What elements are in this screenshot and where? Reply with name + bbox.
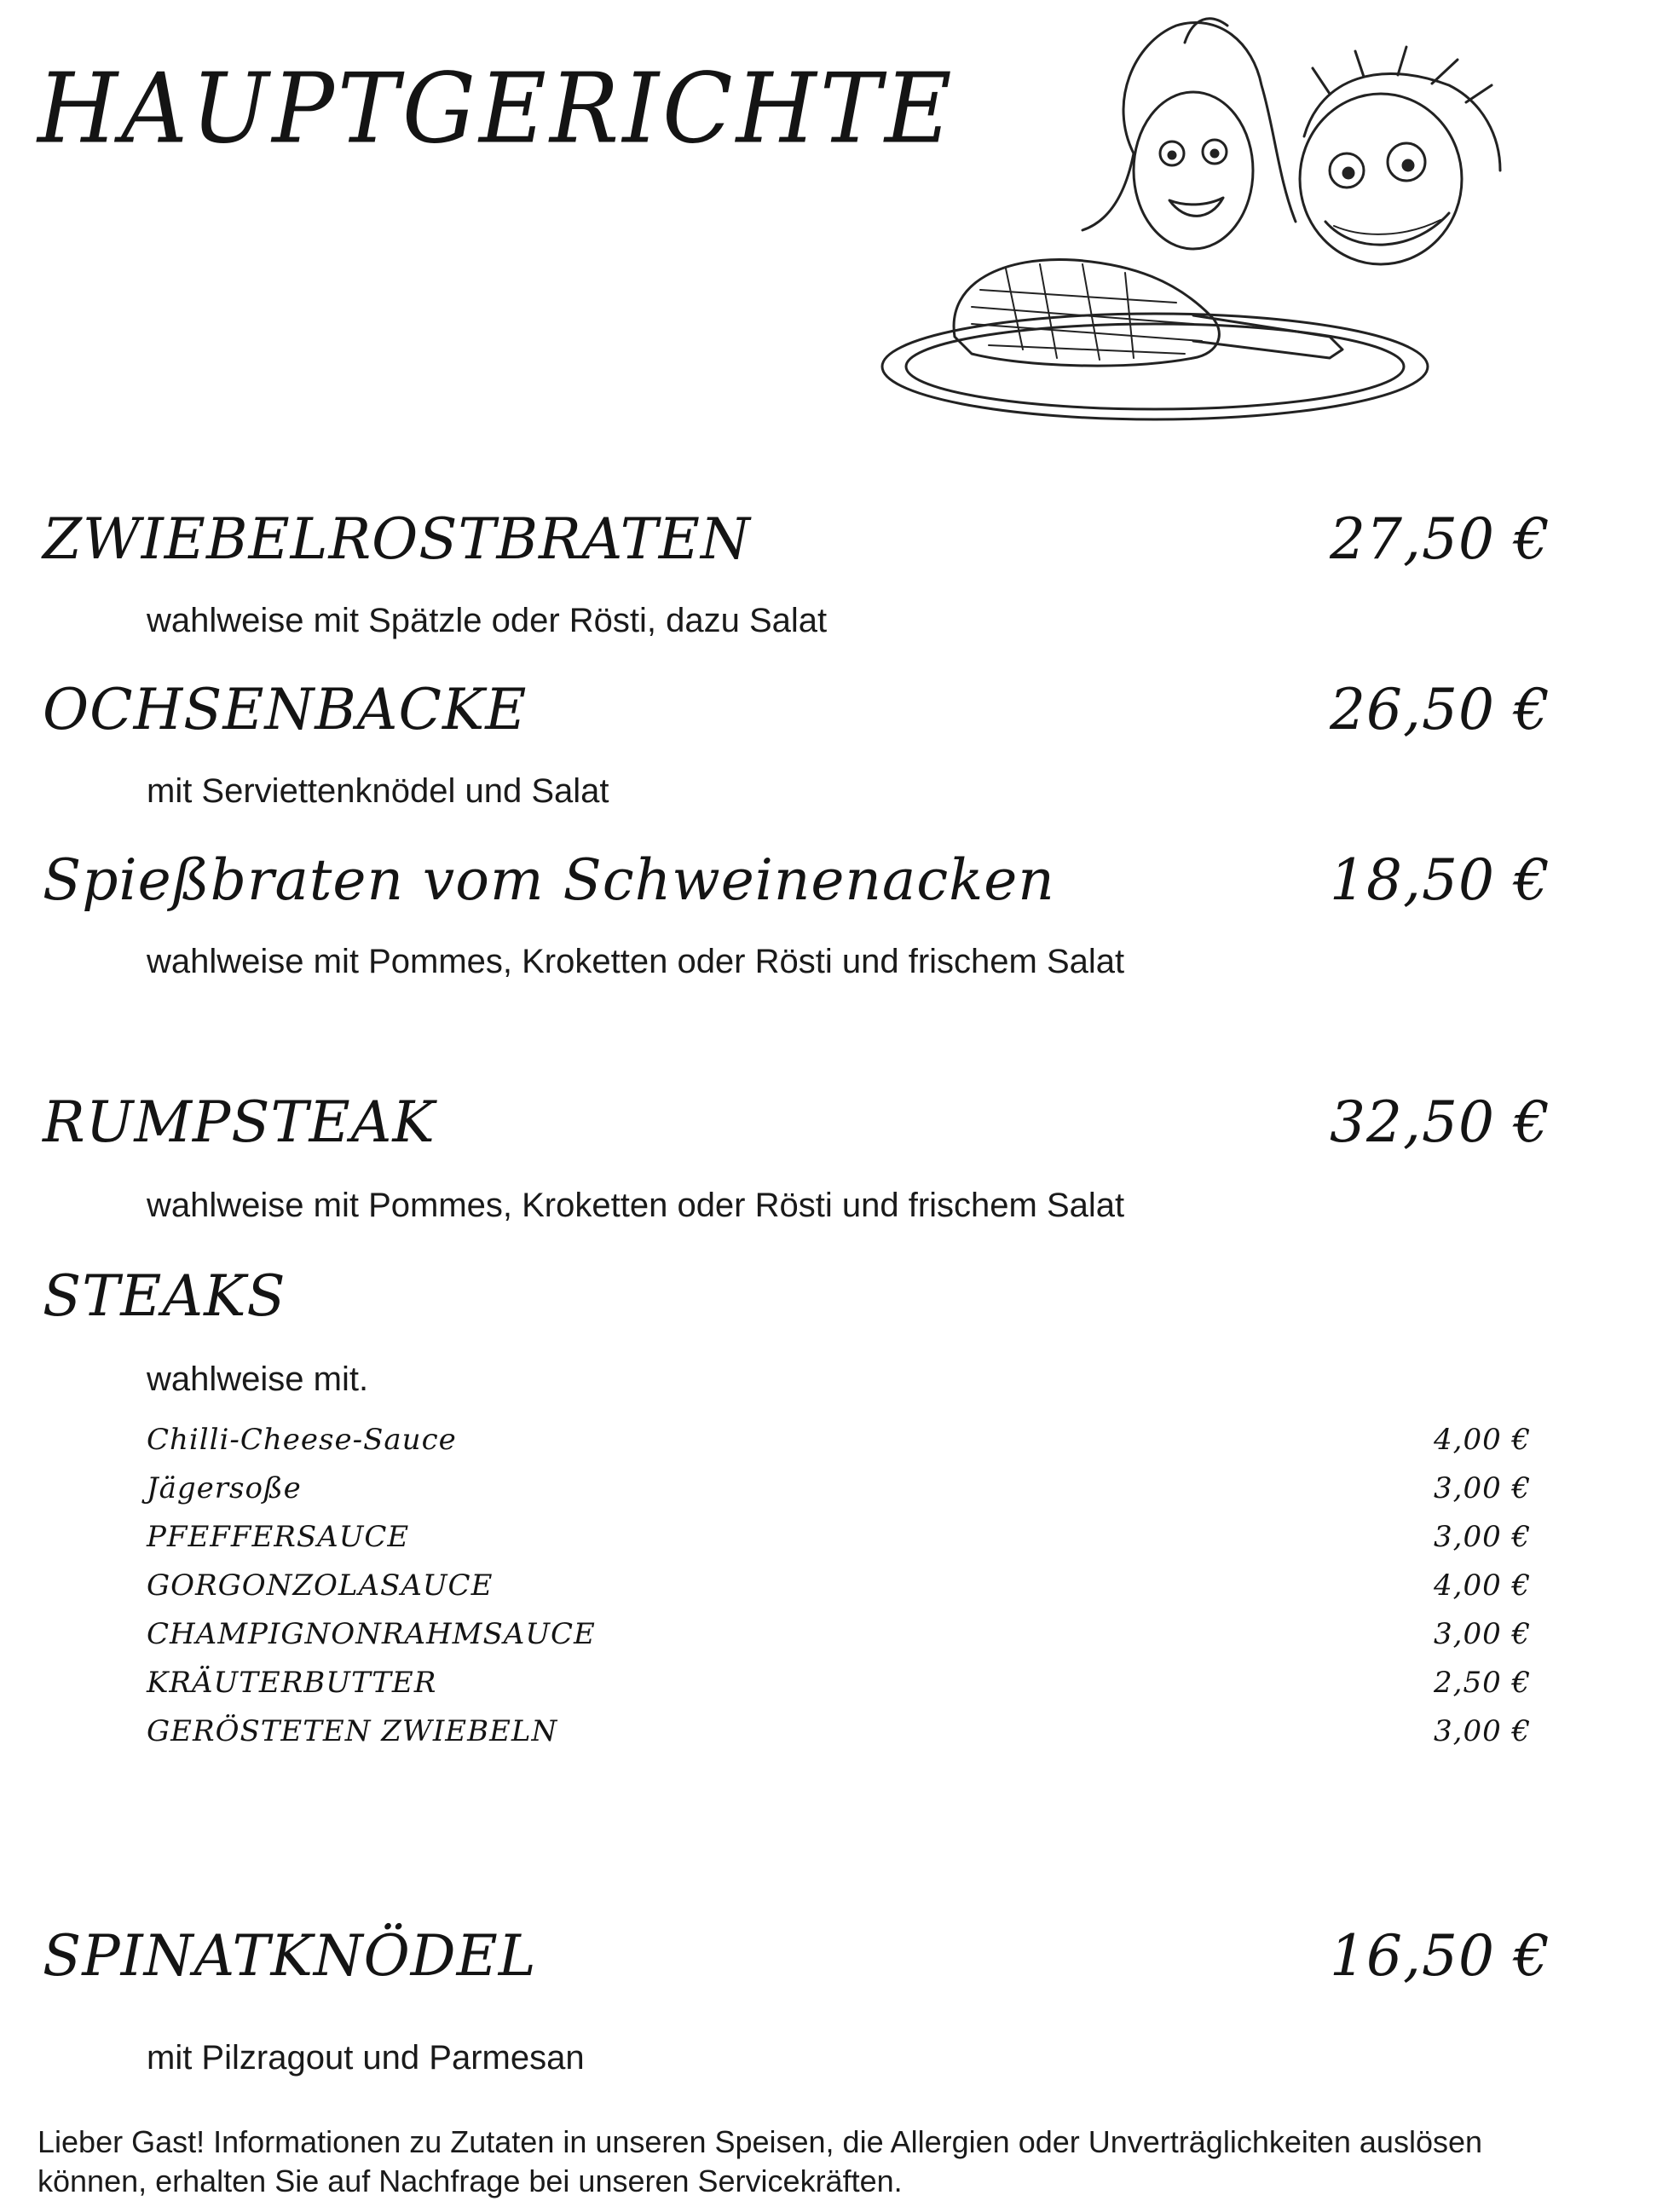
dish-description: wahlweise mit Pommes, Kroketten oder Rösti und frischem Salat [147, 1187, 1125, 1224]
dish-price: 18,50 € [1330, 847, 1550, 913]
sauce-price: 4,00 € [1434, 1568, 1532, 1603]
dish-description: wahlweise mit Spätzle oder Rösti, dazu Salat [147, 602, 828, 639]
sauce-price: 3,00 € [1434, 1714, 1532, 1748]
dish-description: mit Serviettenknödel und Salat [147, 772, 609, 810]
sauce-name: GORGONZOLASAUCE [147, 1568, 494, 1603]
sauce-name: PFEFFERSAUCE [147, 1520, 410, 1554]
dish-price: 27,50 € [1330, 506, 1550, 572]
allergen-note: Lieber Gast! Informationen zu Zutaten in unseren Speisen, die Allergien oder Unverträglichkeiten auslösen können, erhalten Sie auf Nachfrage bei unseren Servicekräften. [38, 2124, 1483, 2198]
sauce-price: 3,00 € [1434, 1617, 1532, 1651]
dish-name: SPINATKNÖDEL [43, 1923, 537, 1989]
dish-name: OCHSENBACKE [43, 677, 528, 742]
steaks-heading: STEAKS [43, 1263, 286, 1329]
dish-description: wahlweise mit Pommes, Kroketten oder Rösti und frischem Salat [147, 943, 1125, 980]
dish-description: mit Pilzragout und Parmesan [147, 2039, 585, 2077]
sauce-price: 3,00 € [1434, 1520, 1532, 1554]
steaks-description: wahlweise mit. [147, 1360, 369, 1398]
sauce-price: 4,00 € [1434, 1423, 1532, 1457]
dish-name: RUMPSTEAK [43, 1089, 436, 1155]
sauce-name: GERÖSTETEN ZWIEBELN [147, 1714, 558, 1748]
dish-price: 16,50 € [1330, 1923, 1550, 1989]
dish-name: ZWIEBELROSTBRATEN [43, 506, 751, 572]
sauce-name: KRÄUTERBUTTER [147, 1666, 437, 1700]
page-title: HAUPTGERICHTE [38, 53, 955, 165]
dish-name: Spießbraten vom Schweinenacken [43, 847, 1055, 913]
sketch-children-with-roast-icon [852, 9, 1534, 435]
sauce-price: 2,50 € [1434, 1666, 1532, 1700]
sauce-price: 3,00 € [1434, 1471, 1532, 1505]
sauce-name: Chilli-Cheese-Sauce [147, 1423, 457, 1457]
dish-price: 26,50 € [1330, 677, 1550, 742]
dish-price: 32,50 € [1330, 1089, 1550, 1155]
sauce-name: CHAMPIGNONRAHMSAUCE [147, 1617, 596, 1651]
sauce-name: Jägersoße [147, 1471, 302, 1505]
